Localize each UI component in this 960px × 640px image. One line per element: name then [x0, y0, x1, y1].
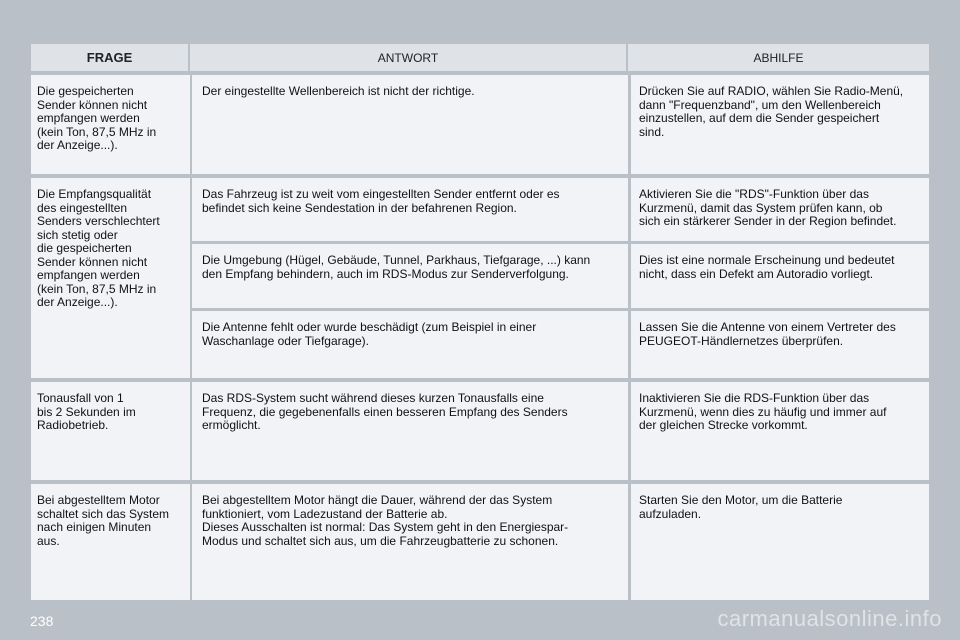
answer-cell: Das Fahrzeug ist zu weit vom eingestellten Sender entfernt oder es befindet sich keine Sendestation in der befahrenen Region. [192, 178, 628, 241]
answer-cell: Die Umgebung (Hügel, Gebäude, Tunnel, Parkhaus, Tiefgarage, ...) kann den Empfang behindern, auch im RDS-Modus zur Senderverfolgung. [192, 244, 628, 308]
header-antwort: ANTWORT [190, 44, 628, 71]
answer-cell: Bei abgestelltem Motor hängt die Dauer, während der das System funktioniert, vom Ladezustand der Batterie ab. Dieses Ausschalten ist normal: Das System geht in den Energiespar- Modus und schaltet sich aus, um die Fahrzeugbatterie zu schonen. [192, 484, 628, 600]
remedy-cell: Dies ist eine normale Erscheinung und bedeutet nicht, dass ein Defekt am Autoradio vorliegt. [631, 244, 929, 308]
question-cell: Die Empfangsqualität des eingestellten Senders verschlechtert sich stetig oder die gespeicherten Sender können nicht empfangen werden (kein Ton, 87,5 MHz in der Anzeige...). [31, 178, 190, 378]
question-cell: Bei abgestelltem Motor schaltet sich das System nach einigen Minuten aus. [31, 484, 190, 600]
table-row [31, 484, 929, 600]
question-cell: Die gespeicherten Sender können nicht empfangen werden (kein Ton, 87,5 MHz in der Anzeige...). [31, 75, 190, 174]
question-cell: Tonausfall von 1 bis 2 Sekunden im Radiobetrieb. [31, 382, 190, 480]
remedy-cell: Drücken Sie auf RADIO, wählen Sie Radio-Menü, dann "Frequenzband", um den Wellenbereich einzustellen, auf dem die Sender gespeichert sind. [631, 75, 929, 174]
answer-cell: Die Antenne fehlt oder wurde beschädigt (zum Beispiel in einer Waschanlage oder Tiefgarage). [192, 311, 628, 378]
answer-cell: Das RDS-System sucht während dieses kurzen Tonausfalls eine Frequenz, die gegebenenfalls einen besseren Empfang des Senders ermöglicht. [192, 382, 628, 480]
page-number: 238 [30, 613, 54, 629]
remedy-cell: Lassen Sie die Antenne von einem Vertreter des PEUGEOT-Händlernetzes überprüfen. [631, 311, 929, 378]
remedy-cell: Aktivieren Sie die "RDS"-Funktion über das Kurzmenü, damit das System prüfen kann, ob sich ein stärkerer Sender in der Region befindet. [631, 178, 929, 241]
table-row [31, 75, 929, 174]
table-row [31, 382, 929, 480]
answer-cell: Der eingestellte Wellenbereich ist nicht der richtige. [192, 75, 628, 174]
watermark: carmanualsonline.info [717, 606, 942, 631]
table-row [31, 178, 929, 378]
header-frage: FRAGE [31, 44, 190, 71]
faq-table [31, 44, 929, 604]
remedy-cell: Inaktivieren Sie die RDS-Funktion über das Kurzmenü, wenn dies zu häufig und immer auf der gleichen Strecke vorkommt. [631, 382, 929, 480]
remedy-cell: Starten Sie den Motor, um die Batterie aufzuladen. [631, 484, 929, 600]
table-header [31, 44, 929, 71]
header-abhilfe: ABHILFE [628, 44, 929, 71]
